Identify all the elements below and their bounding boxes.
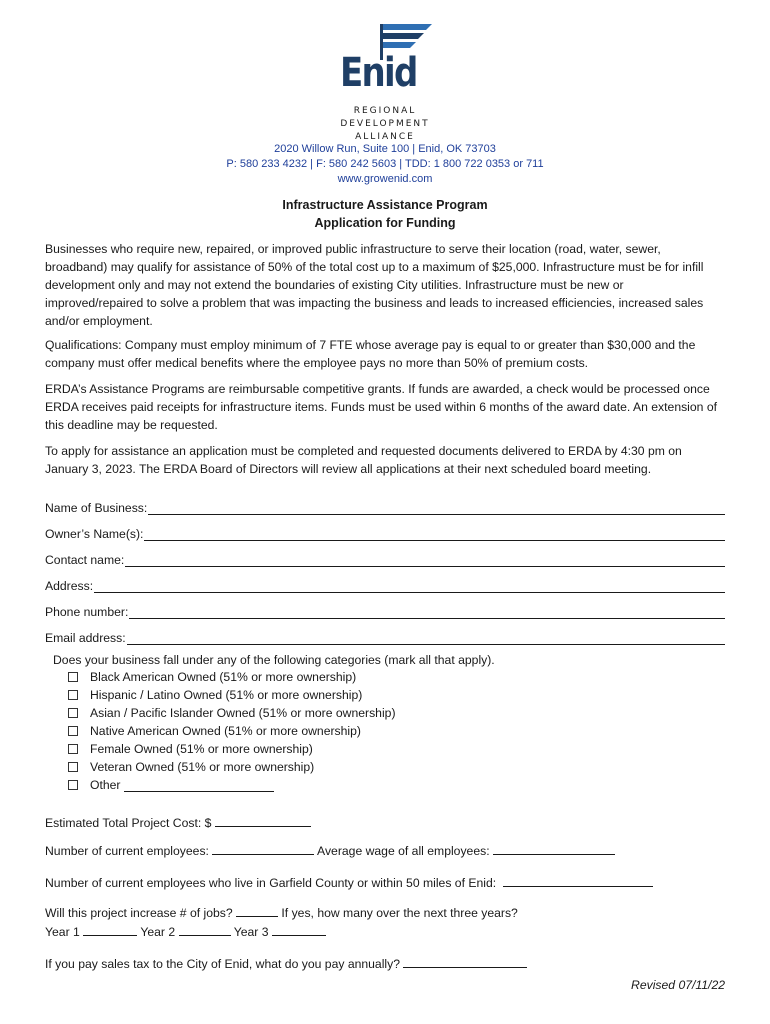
other-blank[interactable] [124,779,274,792]
logo-line-development: DEVELOPMENT [340,119,430,129]
jobs-blank[interactable] [236,904,278,917]
categories-question: Does your business fall under any of the following categories (mark all that apply). [53,653,495,667]
contact-website[interactable]: www.growenid.com [337,173,433,185]
year2-blank[interactable] [179,923,231,936]
local-employees-row [45,874,653,890]
email-field[interactable] [45,627,725,645]
years-row [45,923,326,939]
business-name-line[interactable] [148,501,725,515]
contact-phones: P: 580 233 4232 | F: 580 242 5603 | TDD: 1 800 722 0353 or 711 [226,158,544,170]
email-label: Email address: [45,631,126,645]
sales-tax-row [45,955,527,971]
checkbox[interactable] [68,690,78,700]
grants-paragraph: ERDA’s Assistance Programs are reimbursable competitive grants. If funds are awarded, a check would be processed once ERDA receives paid receipts for infrastructure items. Funds must be used within 6 months of the award date. An extension of this deadline may be requested. [45,382,718,432]
category-label: Veteran Owned (51% or more ownership) [90,760,315,774]
category-option[interactable] [68,758,314,776]
year1-label: Year 1 [45,925,80,939]
phone-field[interactable] [45,601,725,619]
year3-label: Year 3 [233,925,269,939]
local-employees-blank[interactable] [503,874,653,887]
erda-logo [328,22,442,142]
year2-label: Year 2 [140,925,176,939]
phone-label: Phone number: [45,605,129,619]
logo-line-regional: REGIONAL [353,106,417,116]
category-option[interactable] [68,740,313,758]
jobs-label: Will this project increase # of jobs? [45,906,233,920]
project-cost-blank[interactable] [215,814,311,827]
employees-row [45,842,615,858]
category-label: Hispanic / Latino Owned (51% or more ownership) [90,688,363,702]
wage-blank[interactable] [493,842,615,855]
year3-blank[interactable] [272,923,326,936]
category-option[interactable] [68,722,361,740]
deadline-paragraph: To apply for assistance an application must be completed and requested documents delivered to ERDA by 4:30 pm on January 3, 2023. The ERDA Board of Directors will review all applications at their next scheduled board meeting. [45,444,682,476]
checkbox[interactable] [68,708,78,718]
revision-date: Revised 07/11/22 [631,978,725,992]
owner-names-field[interactable] [45,523,725,541]
contact-address: 2020 Willow Run, Suite 100 | Enid, OK 73703 [274,143,496,155]
jobs-row [45,904,518,920]
sales-tax-blank[interactable] [403,955,527,968]
project-cost-label: Estimated Total Project Cost: $ [45,816,212,830]
category-option[interactable] [68,704,396,722]
phone-line[interactable] [129,605,725,619]
application-title: Application for Funding [314,216,456,230]
email-line[interactable] [127,631,725,645]
category-label: Other [90,778,121,792]
category-label: Female Owned (51% or more ownership) [90,742,313,756]
logo-wordmark: Enid [340,50,417,96]
checkbox[interactable] [68,744,78,754]
employees-label: Number of current employees: [45,844,209,858]
wage-label: Average wage of all employees: [317,844,490,858]
category-label: Native American Owned (51% or more ownership) [90,724,361,738]
how-many-label: If yes, how many over the next three years? [281,906,518,920]
contact-name-field[interactable] [45,549,725,567]
checkbox[interactable] [68,780,78,790]
address-line[interactable] [94,579,725,593]
category-label: Black American Owned (51% or more ownership) [90,670,357,684]
business-name-label: Name of Business: [45,501,148,515]
employees-blank[interactable] [212,842,314,855]
contact-name-line[interactable] [125,553,725,567]
category-option[interactable] [68,668,356,686]
owner-names-label: Owner’s Name(s): [45,527,144,541]
project-cost-row [45,814,311,830]
qualifications-paragraph: Qualifications: Company must employ minimum of 7 FTE whose average pay is equal to or greater than $30,000 and the company must offer medical benefits where the employee pays no more than 50% of premium costs. [45,338,696,370]
checkbox[interactable] [68,726,78,736]
address-field[interactable] [45,575,725,593]
address-label: Address: [45,579,94,593]
sales-tax-label: If you pay sales tax to the City of Enid, what do you pay annually? [45,957,401,971]
checkbox[interactable] [68,672,78,682]
category-label: Asian / Pacific Islander Owned (51% or more ownership) [90,706,396,720]
logo-line-alliance: ALLIANCE [355,132,415,142]
local-employees-label: Number of current employees who live in Garfield County or within 50 miles of Enid: [45,876,497,890]
category-option[interactable] [68,686,362,704]
business-name-field[interactable] [45,497,725,515]
intro-paragraph: Businesses who require new, repaired, or improved public infrastructure to serve their location (road, water, sewer, broadband) may qualify for assistance of 50% of the total cost up to a maximum of $25,000. Infrastructure must be for infill development only and may not extend the boundaries of existing City utilities. Infrastructure must be new or improved/repaired to solve a problem that was impacting the business and leads to increased efficiencies, increased sales and/or employment. [45,242,704,328]
year1-blank[interactable] [83,923,137,936]
checkbox[interactable] [68,762,78,772]
owner-names-line[interactable] [144,527,725,541]
contact-name-label: Contact name: [45,553,125,567]
category-option-other[interactable] [68,776,274,794]
program-title: Infrastructure Assistance Program [282,198,488,212]
